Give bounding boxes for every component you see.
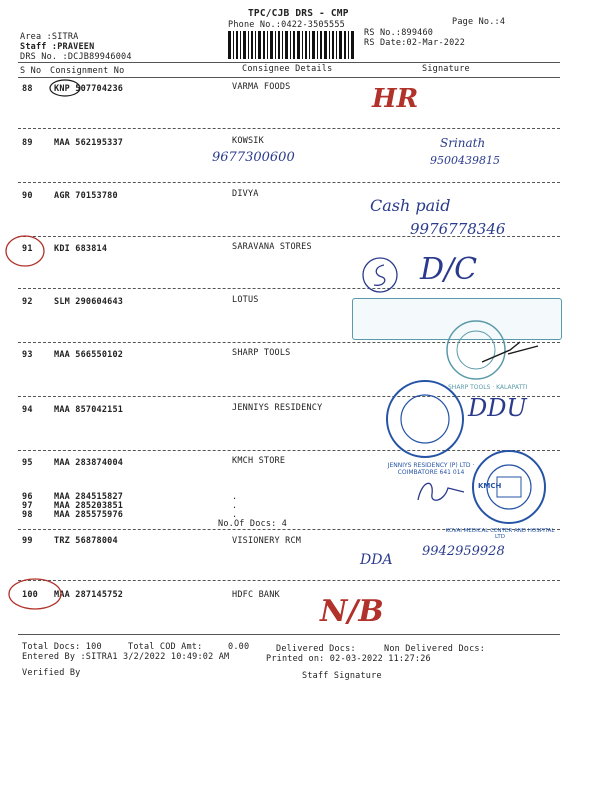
row-consignment: TRZ 56878004 (54, 536, 118, 546)
row-consignee: KMCH STORE (232, 456, 286, 466)
staff-label: Staff :PRAVEEN (20, 42, 95, 52)
row-divider (18, 182, 560, 183)
row-divider (18, 288, 560, 289)
row-consignment: KDI 683814 (54, 244, 108, 254)
stamp-text: SHARP TOOLS · KALAPATTI (448, 384, 528, 391)
delivered-docs: Delivered Docs: (276, 644, 356, 654)
row-consignment: MAA 285575976 (54, 510, 124, 520)
handwritten-phone: 9976778346 (410, 220, 506, 238)
row-consignment: MAA 566550102 (54, 350, 124, 360)
handwritten-note: Cash paid (370, 196, 451, 215)
row-consignee: . (232, 492, 238, 502)
row-consignee: JENNIYS RESIDENCY (232, 403, 323, 413)
total-docs: Total Docs: 100 (22, 642, 102, 652)
circle-signature-mark (360, 255, 400, 295)
circle-mark (4, 234, 46, 268)
barcode (228, 31, 356, 59)
columns-rule (18, 77, 560, 78)
total-cod-label: Total COD Amt: (128, 642, 203, 652)
stamp-text: KOVAI MEDICAL CENTER AND HOSPITAL LTD (445, 528, 555, 540)
non-delivered-docs: Non Delivered Docs: (384, 644, 486, 654)
drs-number: DRS No. :DCJB89946004 (20, 52, 132, 62)
row-sno: 100 (22, 590, 38, 600)
row-sno: 91 (22, 244, 33, 254)
rs-number: RS No.:899460 (364, 28, 434, 38)
row-consignee: LOTUS (232, 295, 259, 305)
row-consignment: KNP 507704236 (54, 84, 124, 94)
row-consignee: DIVYA (232, 189, 259, 199)
row-consignee: VISIONERY RCM (232, 536, 302, 546)
row-consignment: MAA 285203851 (54, 501, 124, 511)
circle-mark (6, 576, 64, 612)
col-sno: S No (20, 66, 42, 76)
handwritten-phone: 9942959928 (422, 544, 505, 559)
round-stamp (384, 378, 466, 460)
row-consignment: AGR 70153780 (54, 191, 118, 201)
total-cod-value: 0.00 (228, 642, 250, 652)
phone-number: Phone No.:0422-3505555 (228, 20, 345, 30)
row-sno: 93 (22, 350, 33, 360)
row-sno: 97 (22, 501, 33, 511)
handwritten-dda: DDA (360, 552, 393, 568)
row-consignment: MAA 287145752 (54, 590, 124, 600)
verified-by: Verified By (22, 668, 81, 678)
signature-stroke (480, 336, 540, 366)
row-sno: 96 (22, 492, 33, 502)
rs-date: RS Date:02-Mar-2022 (364, 38, 466, 48)
row-consignment: MAA 857042151 (54, 405, 124, 415)
staff-signature: Staff Signature (302, 671, 382, 681)
row-consignment: MAA 562195337 (54, 138, 124, 148)
col-signature: Signature (422, 64, 470, 74)
row-sno: 94 (22, 405, 33, 415)
stamp-text: JENNIYS RESIDENCY (P) LTD · COIMBATORE 641 014 (387, 462, 475, 476)
row-sno: 98 (22, 510, 33, 520)
printed-on: Printed on: 02-03-2022 11:27:26 (266, 654, 431, 664)
area-label: Area :SITRA (20, 32, 79, 42)
signature-stroke (414, 474, 470, 508)
row-consignee: KOWSIK (232, 136, 264, 146)
handwritten-signature: Srinath (440, 136, 486, 150)
row-consignee: SHARP TOOLS (232, 348, 291, 358)
row-consignment: SLM 290604643 (54, 297, 124, 307)
row-sno: 92 (22, 297, 33, 307)
stamp-logo: KMCH (478, 482, 502, 490)
header-rule (18, 62, 560, 63)
row-consignee: HDFC BANK (232, 590, 280, 600)
row-divider (18, 128, 560, 129)
row-sno: 90 (22, 191, 33, 201)
row-consignee: . (232, 501, 238, 511)
row-divider (18, 580, 560, 581)
row-consignee: . (232, 510, 238, 520)
footer-rule (18, 634, 560, 635)
handwritten-phone: 9500439815 (430, 154, 500, 167)
handwritten-nb: N/B (320, 594, 384, 629)
handwritten-hr: HR (372, 84, 419, 114)
handwritten-dl: D/C (420, 252, 478, 287)
row-sno: 95 (22, 458, 33, 468)
col-consignment: Consignment No (50, 66, 125, 76)
row-consignment: MAA 283874004 (54, 458, 124, 468)
col-consignee: Consignee Details (242, 64, 333, 74)
row-sno: 99 (22, 536, 33, 546)
row-sno: 89 (22, 138, 33, 148)
handwritten-phone: 9677300600 (212, 150, 295, 165)
report-title: TPC/CJB DRS - CMP (248, 8, 349, 19)
entered-by: Entered By :SITRA1 3/2/2022 10:49:02 AM (22, 652, 230, 662)
handwritten-ddu: DDU (468, 394, 527, 422)
page-number: Page No.:4 (452, 17, 506, 27)
row-consignee: SARAVANA STORES (232, 242, 312, 252)
row-consignee: VARMA FOODS (232, 82, 291, 92)
row-consignment: MAA 284515827 (54, 492, 124, 502)
no-of-docs: No.Of Docs: 4 (218, 519, 288, 529)
circle-mark (48, 78, 82, 98)
row-sno: 88 (22, 84, 33, 94)
